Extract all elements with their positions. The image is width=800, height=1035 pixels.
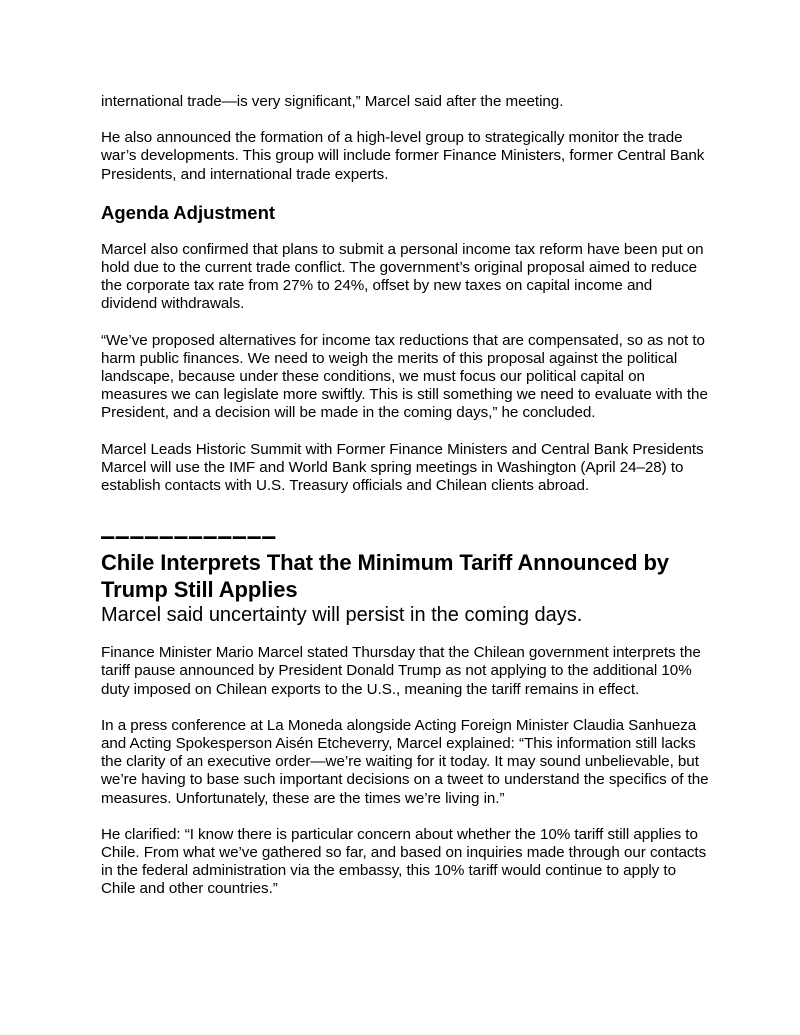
paragraph-intro-1: international trade—is very significant,” Marcel said after the meeting. <box>101 93 564 110</box>
article-paragraph-2: In a press conference at La Moneda alongside Acting Foreign Minister Claudia Sanhueza and Acting Spokesperson Aisén Etcheverry, Marcel explained: “This information still lacks the clarity of an executive order—we’re waiting for it today. It may sound unbelievable, but we’re having to base such important decisions on a tweet to understand the specifics of the measures. Unfortunately, these are the times we’re living in.” <box>101 716 709 807</box>
section-divider: ———————————— <box>101 525 277 551</box>
article-headline: Chile Interprets That the Minimum Tariff Announced by Trump Still Applies <box>101 550 669 603</box>
related-article-title: Marcel Leads Historic Summit with Former Finance Ministers and Central Bank Presidents <box>101 440 704 458</box>
article-paragraph-3: He clarified: “I know there is particular concern about whether the 10% tariff still applies to Chile. From what we’ve gathered so far, and based on inquiries made through our contacts in the federal administration via the embassy, this 10% tariff would continue to apply to Chile and other countries.” <box>101 825 707 898</box>
paragraph-agenda-2: “We’ve proposed alternatives for income tax reductions that are compensated, so as not to harm public finances. We need to weigh the merits of this proposal against the political landscape, because under these conditions, we must focus our political capital on measures we can legislate more swiftly. This is still something we need to evaluate with the President, and a decision will be made in the coming days,” he concluded. <box>101 331 708 422</box>
article-subheadline: Marcel said uncertainty will persist in the coming days. <box>101 604 583 627</box>
section-heading: Agenda Adjustment <box>101 201 276 223</box>
document-page <box>101 93 711 899</box>
paragraph-intro-2: He also announced the formation of a high-level group to strategically monitor the trade war’s developments. This group will include former Finance Ministers, former Central Bank Presidents, and international trade experts. <box>101 129 705 183</box>
related-article-text: Marcel will use the IMF and World Bank spring meetings in Washington (April 24–28) to establish contacts with U.S. Treasury officials and Chilean clients abroad. <box>101 458 684 495</box>
article-paragraph-1: Finance Minister Mario Marcel stated Thursday that the Chilean government interprets the tariff pause announced by President Donald Trump as not applying to the additional 10% duty imposed on Chilean exports to the U.S., meaning the tariff remains in effect. <box>101 644 701 698</box>
paragraph-agenda-1: Marcel also confirmed that plans to submit a personal income tax reform have been put on hold due to the current trade conflict. The government’s original proposal aimed to reduce the corporate tax rate from 27% to 24%, offset by new taxes on capital income and dividend withdrawals. <box>101 240 704 313</box>
